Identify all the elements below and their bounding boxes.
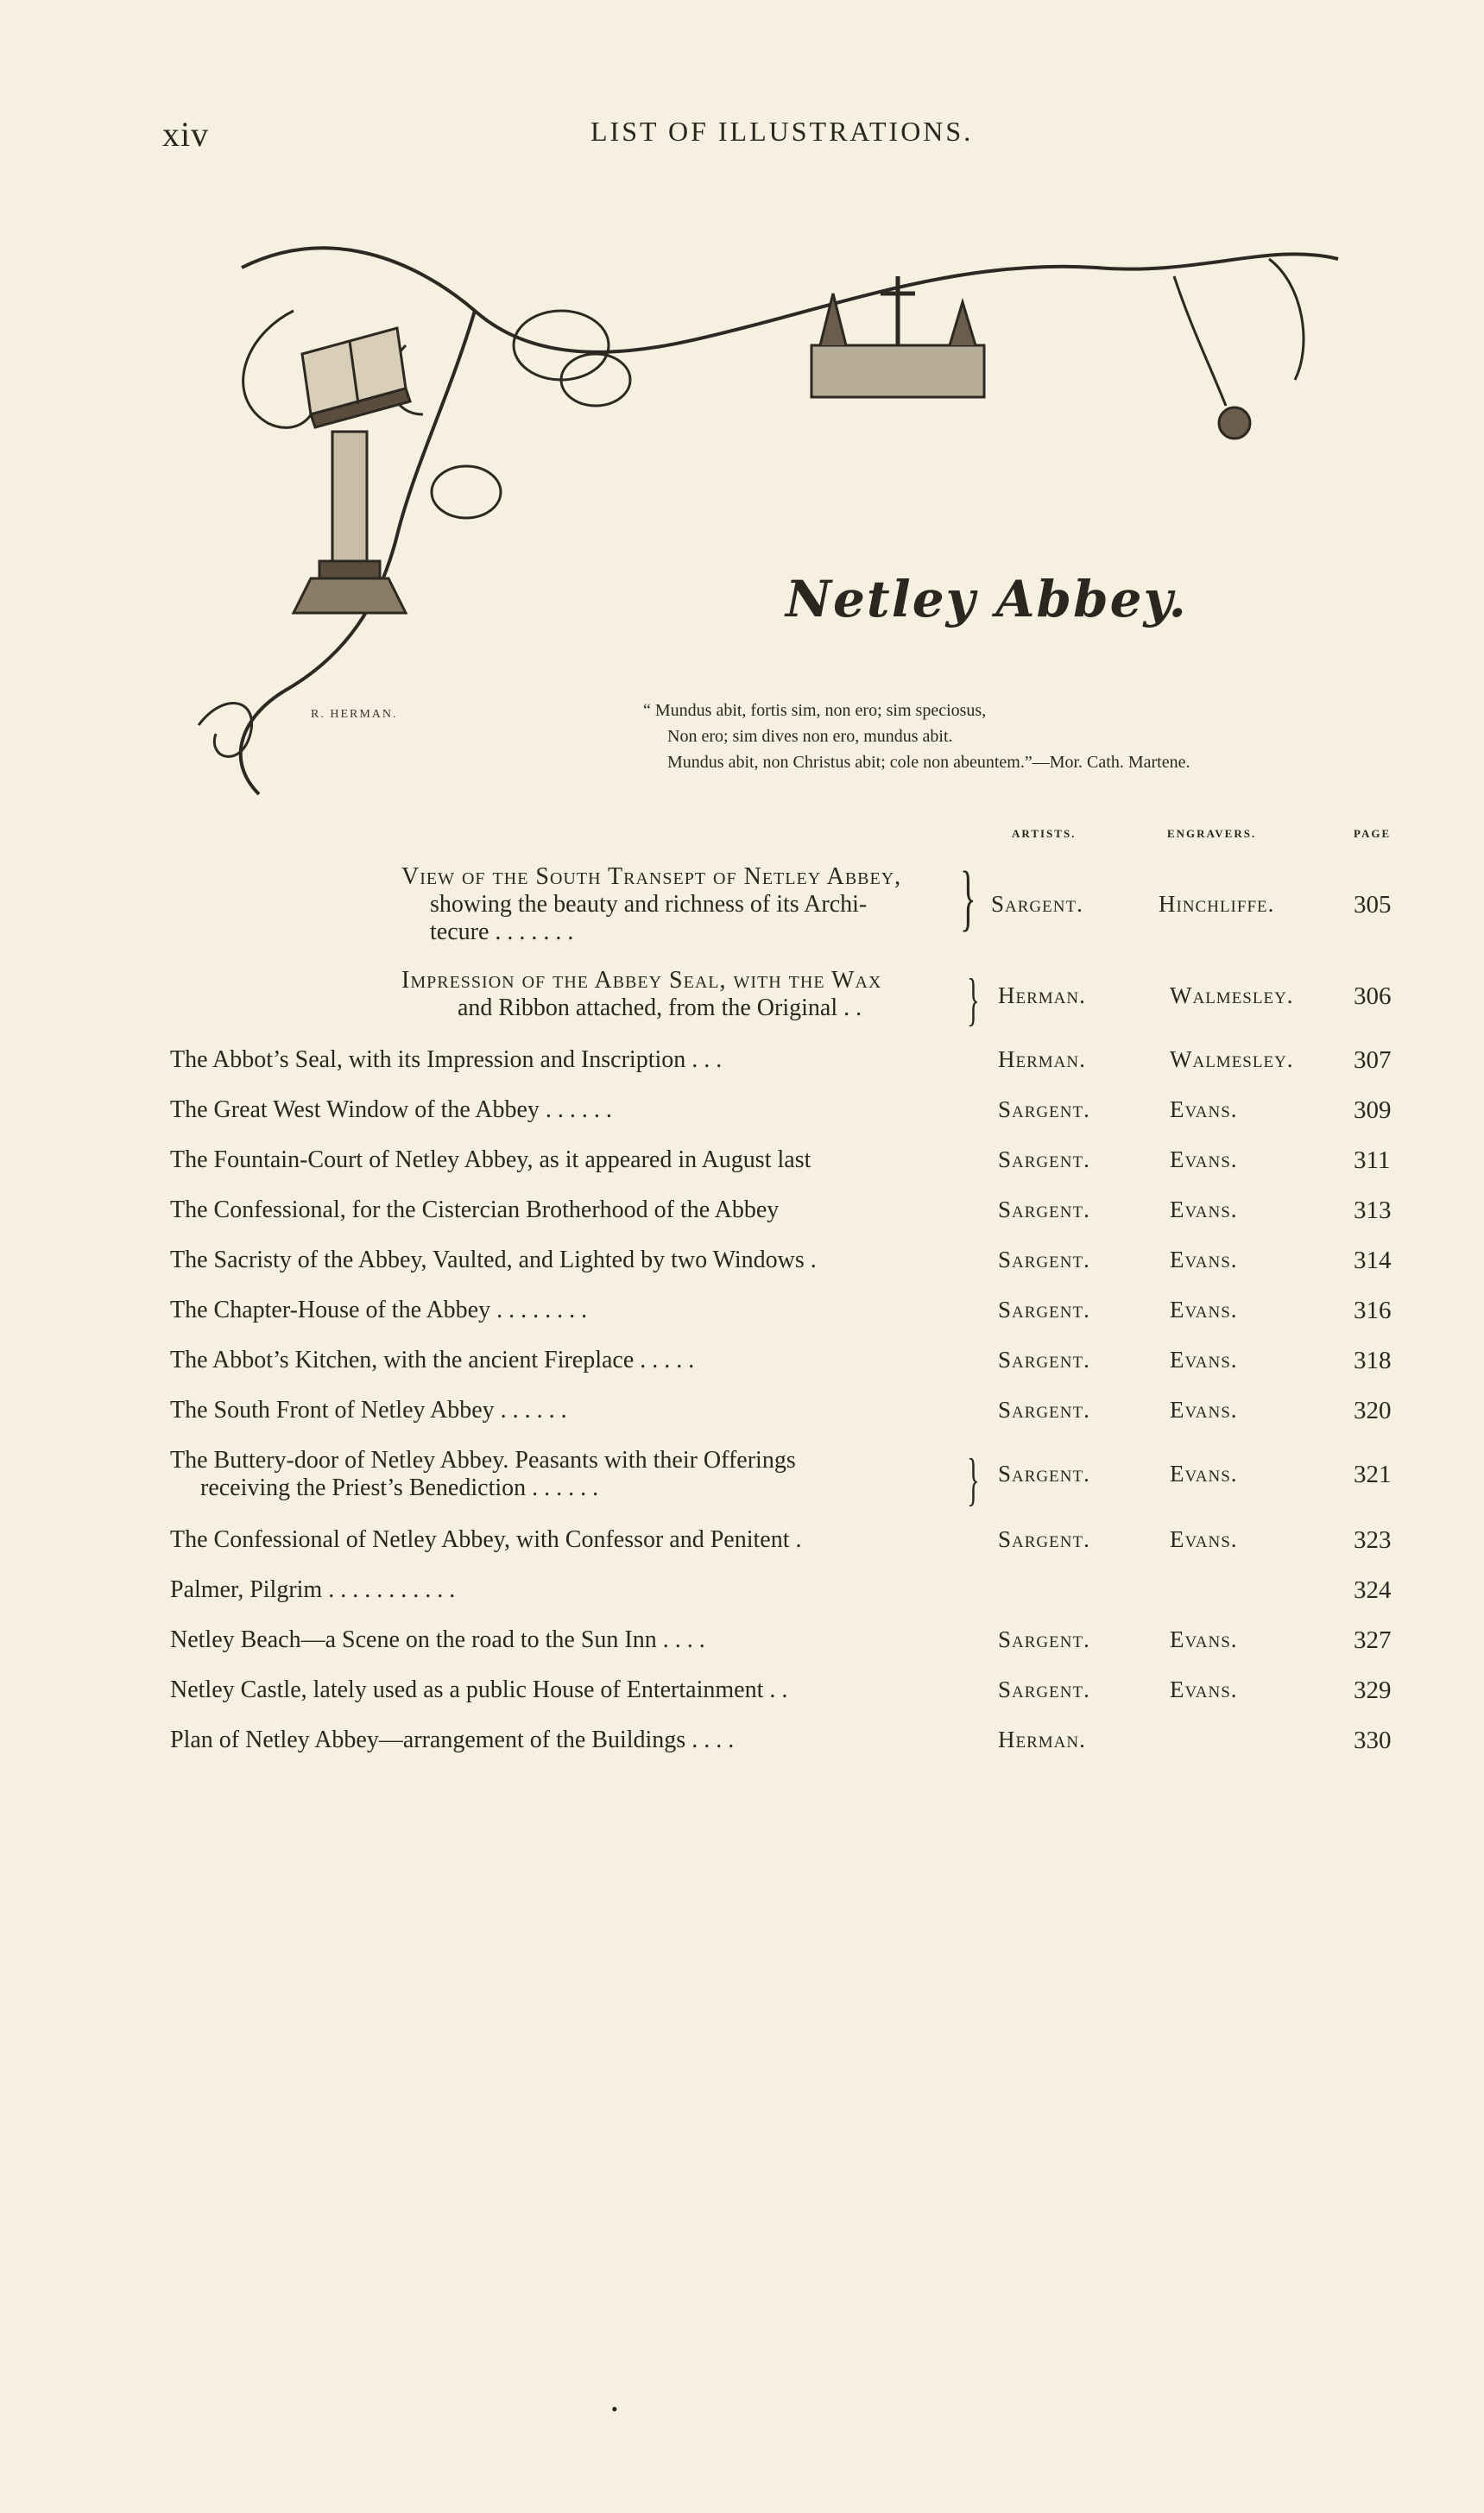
column-header-engravers: ENGRAVERS. — [1167, 827, 1257, 840]
entry-engraver: Evans. — [1170, 1096, 1238, 1122]
entry-artist: Sargent. — [998, 1347, 1090, 1373]
motto-line: Non ero; sim dives non ero, mundus abit. — [667, 727, 953, 746]
entry-title: The Confessional, for the Cistercian Brotherhood of the Abbey — [170, 1197, 780, 1223]
motto — [643, 698, 1190, 775]
entry-engraver: Evans. — [1170, 1397, 1238, 1423]
entry-artist: Sargent. — [998, 1676, 1090, 1702]
entry-page: 320 — [1354, 1397, 1392, 1424]
entry-engraver: Evans. — [1170, 1526, 1238, 1552]
entry-artist: Herman. — [998, 1727, 1086, 1752]
entry-title: The South Front of Netley Abbey . . . . . . — [170, 1397, 567, 1424]
entry-page: 329 — [1354, 1676, 1392, 1704]
entry-title-continued: receiving the Priest’s Benediction . . . . . . — [200, 1474, 599, 1501]
section-title: Netley Abbey. — [786, 570, 1188, 628]
brace: } — [967, 966, 980, 1032]
entry-artist: Sargent. — [998, 1461, 1090, 1487]
entry-artist: Herman. — [998, 982, 1086, 1008]
bell-icon — [1219, 407, 1250, 439]
lectern-icon — [294, 432, 406, 613]
entry-engraver: Evans. — [1170, 1297, 1238, 1323]
entry-engraver: Evans. — [1170, 1461, 1238, 1487]
entry-title-continued: tecure . . . . . . . — [430, 919, 574, 945]
entry-artist: Herman. — [998, 1046, 1086, 1072]
entry-title: The Chapter-House of the Abbey . . . . . . . . — [170, 1297, 588, 1323]
entry-title: The Sacristy of the Abbey, Vaulted, and Lighted by two Windows . — [170, 1247, 817, 1273]
entry-engraver: Evans. — [1170, 1247, 1238, 1272]
entry-artist: Sargent. — [998, 1297, 1090, 1323]
entry-page: 314 — [1354, 1247, 1392, 1274]
engraver-signature: R. HERMAN. — [311, 708, 398, 721]
entry-title: The Great West Window of the Abbey . . . . . . — [170, 1096, 612, 1123]
entry-engraver: Evans. — [1170, 1347, 1238, 1373]
entry-engraver: Walmesley. — [1170, 982, 1294, 1008]
column-header-page: PAGE — [1354, 827, 1392, 840]
entry-artist: Sargent. — [998, 1626, 1090, 1652]
brace: } — [967, 1446, 980, 1512]
entry-title-continued: and Ribbon attached, from the Original . . — [458, 994, 862, 1021]
entry-engraver: Walmesley. — [1170, 1046, 1294, 1072]
entry-page: 309 — [1354, 1096, 1392, 1124]
entry-page: 318 — [1354, 1347, 1392, 1374]
entry-title: The Confessional of Netley Abbey, with Confessor and Penitent . — [170, 1526, 802, 1553]
book-icon — [302, 328, 410, 427]
motto-line: Mundus abit, non Christus abit; cole non abeuntem.”—Mor. Cath. Martene. — [667, 753, 1190, 772]
entry-page: 323 — [1354, 1526, 1392, 1554]
entry-artist: Sargent. — [998, 1526, 1090, 1552]
column-header-artists: ARTISTS. — [1012, 827, 1077, 840]
entry-title-continued: showing the beauty and richness of its Archi- — [430, 891, 868, 918]
entry-title: View of the South Transept of Netley Abbey, — [401, 863, 902, 890]
entry-engraver: Evans. — [1170, 1626, 1238, 1652]
brace: } — [960, 856, 976, 938]
entry-engraver: Evans. — [1170, 1197, 1238, 1222]
entry-title: The Abbot’s Kitchen, with the ancient Fireplace . . . . . — [170, 1347, 695, 1373]
entry-title: Impression of the Abbey Seal, with the Wax — [401, 967, 882, 994]
entry-engraver: Evans. — [1170, 1676, 1238, 1702]
entry-page: 313 — [1354, 1197, 1392, 1224]
entry-title: The Fountain-Court of Netley Abbey, as it appeared in August last — [170, 1146, 811, 1173]
scroll-vine — [242, 248, 1338, 352]
entry-page: 311 — [1354, 1146, 1391, 1174]
entry-title: The Buttery-door of Netley Abbey. Peasants with their Offerings — [170, 1447, 796, 1474]
entry-page: 327 — [1354, 1626, 1392, 1654]
printer-mark: • — [611, 2398, 618, 2420]
motto-line: “ Mundus abit, fortis sim, non ero; sim speciosus, — [643, 701, 987, 720]
altar-icon — [811, 276, 984, 397]
entry-title: Plan of Netley Abbey—arrangement of the Buildings . . . . — [170, 1727, 735, 1753]
entry-title: Netley Beach—a Scene on the road to the Sun Inn . . . . — [170, 1626, 705, 1653]
entry-artist: Sargent. — [998, 1096, 1090, 1122]
entry-page: 307 — [1354, 1046, 1392, 1074]
entry-artist: Sargent. — [998, 1197, 1090, 1222]
entry-page: 321 — [1354, 1461, 1392, 1488]
running-title: LIST OF ILLUSTRATIONS. — [590, 116, 974, 147]
entry-page: 306 — [1354, 982, 1392, 1010]
entry-title: Palmer, Pilgrim . . . . . . . . . . . — [170, 1576, 456, 1603]
running-header — [0, 112, 1484, 164]
entry-page: 330 — [1354, 1727, 1392, 1754]
entry-artist: Sargent. — [998, 1397, 1090, 1423]
page-number: xiv — [162, 115, 210, 154]
entry-artist: Sargent. — [998, 1247, 1090, 1272]
entry-artist: Sargent. — [998, 1146, 1090, 1172]
entry-title: Netley Castle, lately used as a public House of Entertainment . . — [170, 1676, 788, 1703]
entry-engraver: Hinchliffe. — [1159, 891, 1275, 917]
entry-artist: Sargent. — [991, 891, 1083, 917]
entry-page: 305 — [1354, 891, 1392, 919]
entry-page: 316 — [1354, 1297, 1392, 1324]
entry-title: The Abbot’s Seal, with its Impression and Inscription . . . — [170, 1046, 723, 1073]
entry-engraver: Evans. — [1170, 1146, 1238, 1172]
entry-page: 324 — [1354, 1576, 1392, 1604]
